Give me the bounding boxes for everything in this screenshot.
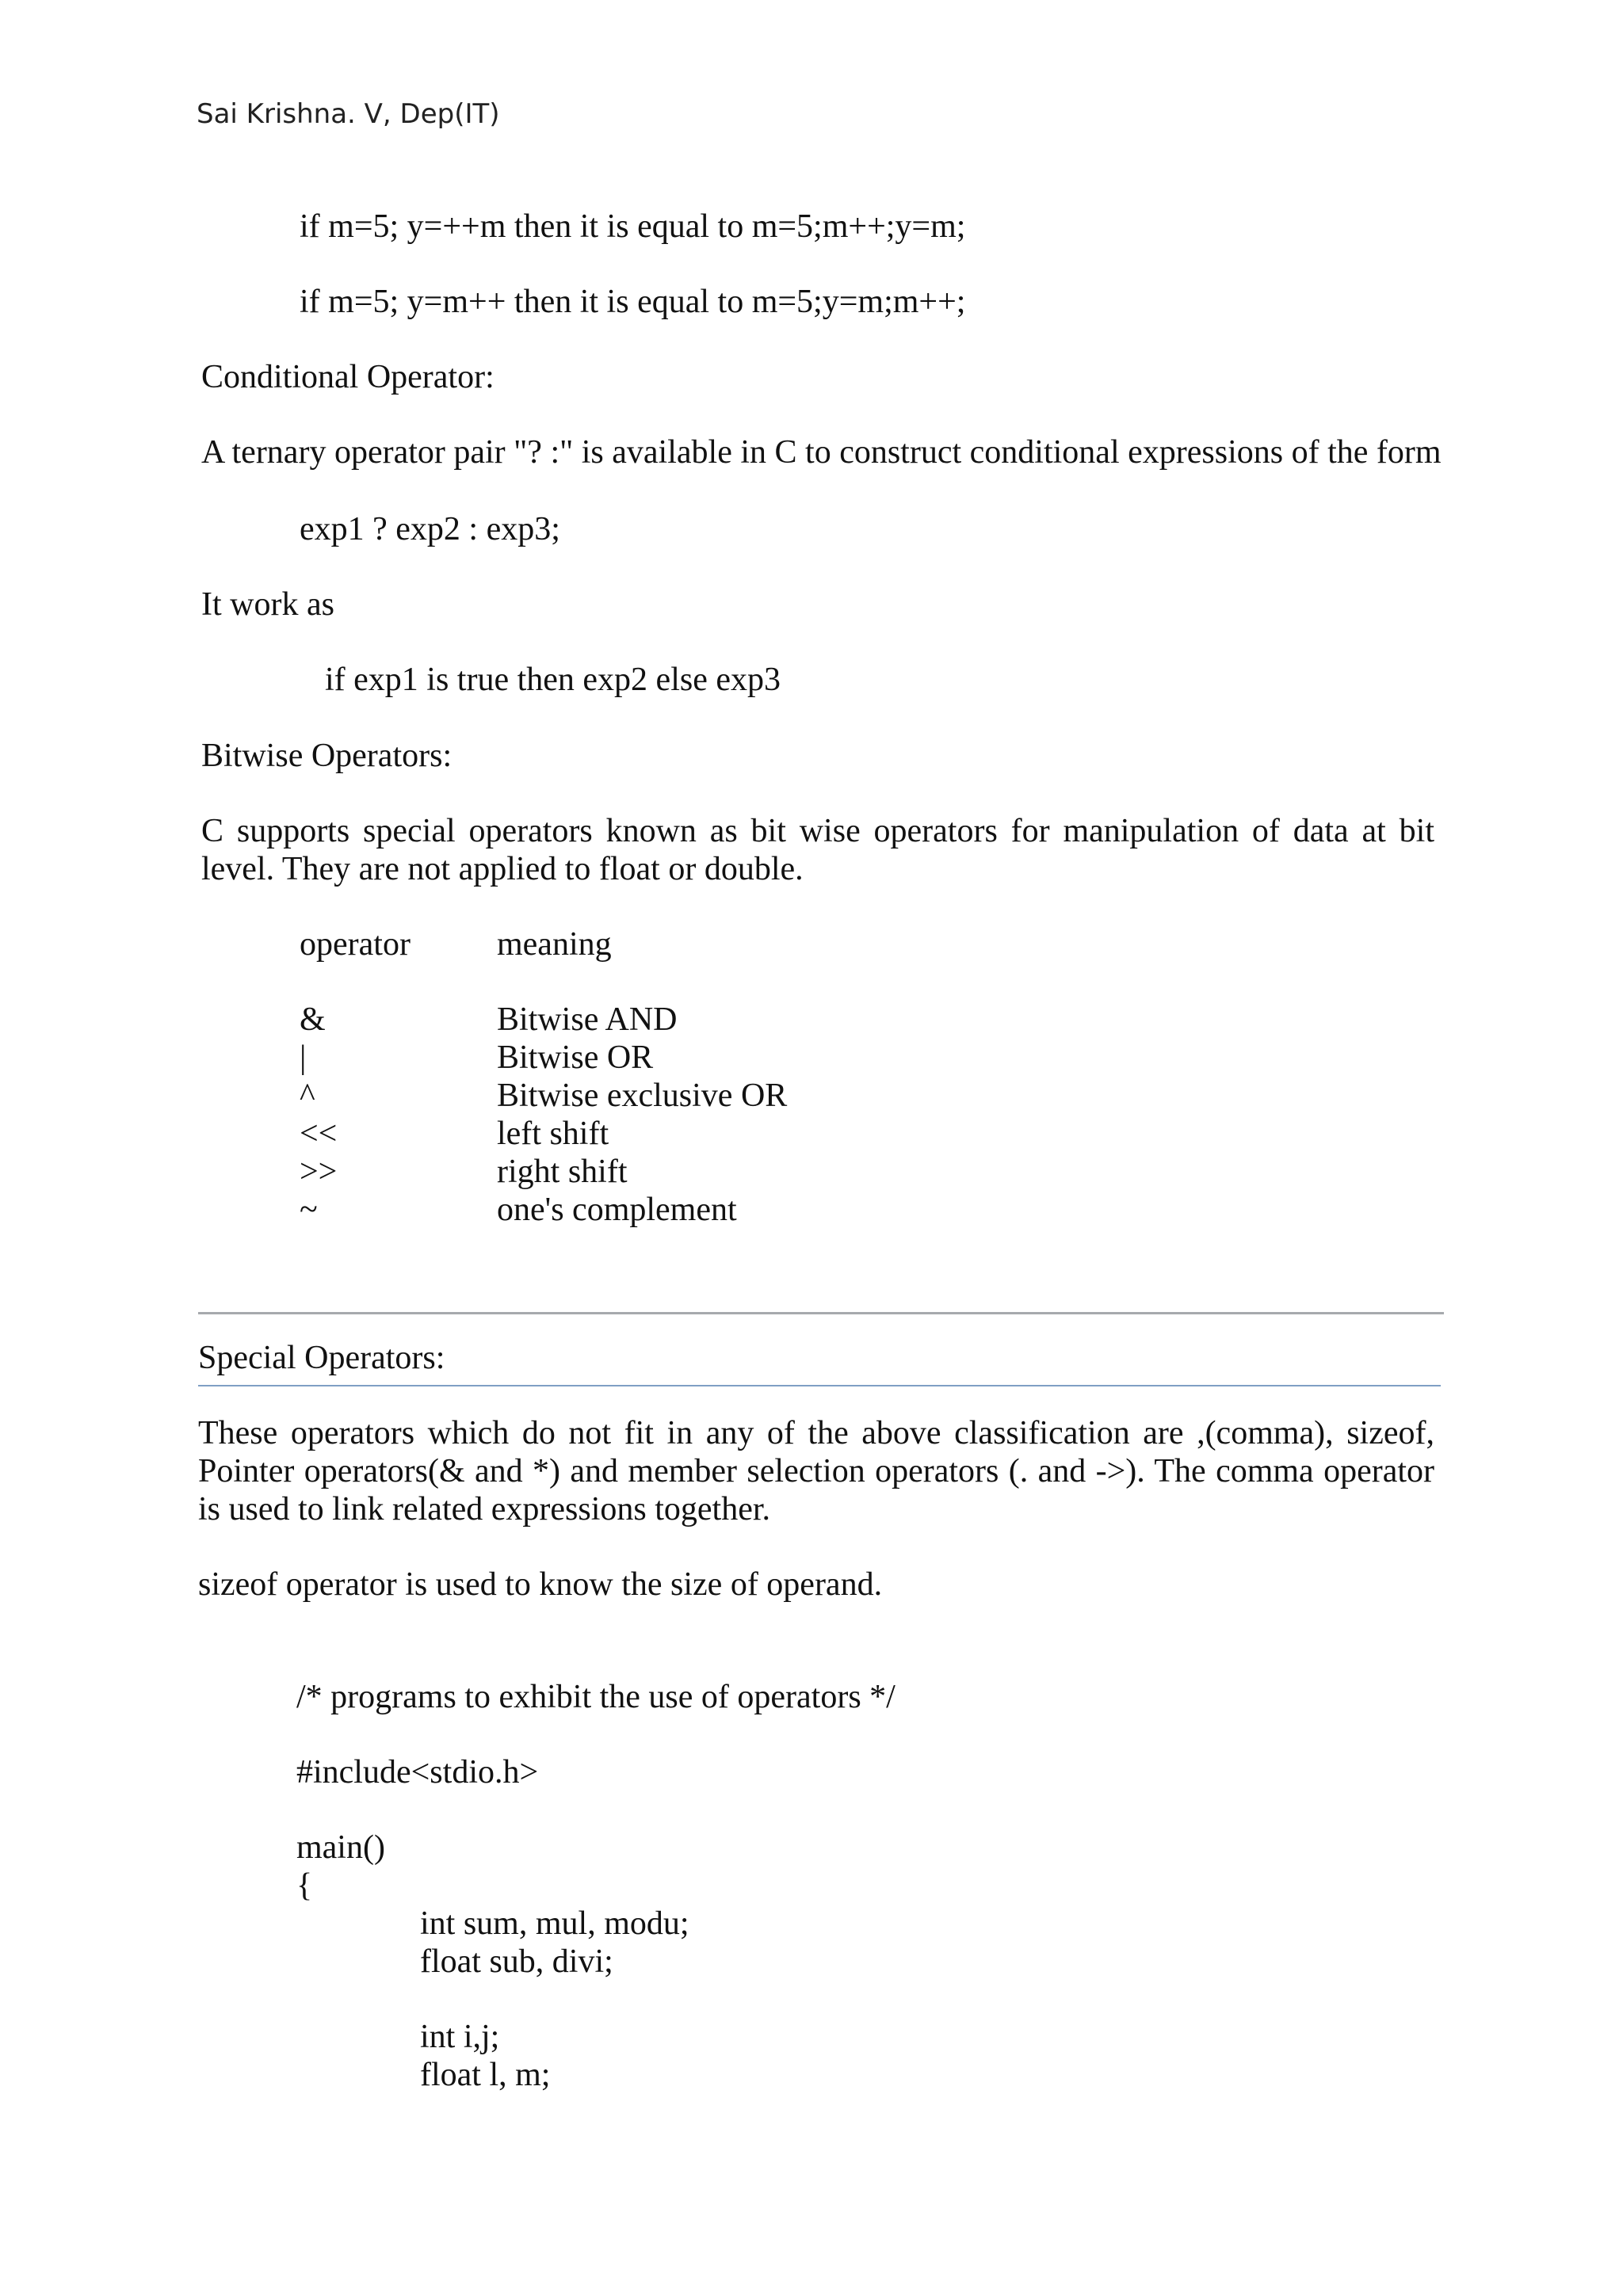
it-work-as-line: It work as [201,586,334,623]
operator-meaning: left shift [497,1116,609,1152]
heading-underline [198,1385,1441,1386]
operator-meaning: Bitwise AND [497,1001,678,1038]
operator-symbol: ~ [300,1192,318,1228]
pre-increment-line: if m=5; y=++m then it is equal to m=5;m++;y=m; [300,208,966,245]
program-comment: /* programs to exhibit the use of operators */ [296,1679,896,1715]
operator-symbol: ^ [300,1077,315,1114]
operator-meaning: Bitwise OR [497,1039,654,1076]
include-directive: #include<stdio.h> [296,1754,539,1791]
section-divider-top [198,1312,1444,1314]
declaration-ij: int i,j; [420,2019,500,2055]
sizeof-description: sizeof operator is used to know the size of operand. [198,1566,883,1603]
operator-symbol: << [300,1116,338,1152]
operator-meaning: one's complement [497,1192,737,1228]
post-increment-line: if m=5; y=m++ then it is equal to m=5;y=m;m++; [300,284,966,320]
operator-symbol: | [300,1039,307,1076]
operator-meaning: Bitwise exclusive OR [497,1077,788,1114]
conditional-operator-intro: A ternary operator pair "? :" is available in C to construct conditional expressions of the form [201,434,1442,471]
bitwise-operators-heading: Bitwise Operators: [201,738,453,774]
open-brace: { [296,1867,313,1904]
column-header-operator: operator [300,926,411,963]
operator-symbol: & [300,1001,326,1038]
conditional-operator-heading: Conditional Operator: [201,359,495,395]
declaration-int: int sum, mul, modu; [420,1905,689,1942]
special-operators-intro: These operators which do not fit in any of the above classification are ,(comma), sizeof, Pointer operators(& and *) and member selection operators (. and ->). The comma operator is used to link related expressions together. [198,1415,1434,1527]
declaration-float: float sub, divi; [420,1943,613,1980]
conditional-expression-form: exp1 ? exp2 : exp3; [300,511,560,547]
operator-symbol: >> [300,1154,338,1190]
operator-meaning: right shift [497,1154,628,1190]
column-header-meaning: meaning [497,926,612,963]
conditional-explanation: if exp1 is true then exp2 else exp3 [325,662,781,698]
special-operators-heading: Special Operators: [198,1340,445,1376]
bitwise-operators-intro: C supports special operators known as bit wise operators for manipulation of data at bit level. They are not applied to float or double. [201,813,1434,887]
main-function: main() [296,1829,385,1866]
page-header-author: Sai Krishna. V, Dep(IT) [197,98,500,130]
declaration-lm: float l, m; [420,2057,551,2093]
